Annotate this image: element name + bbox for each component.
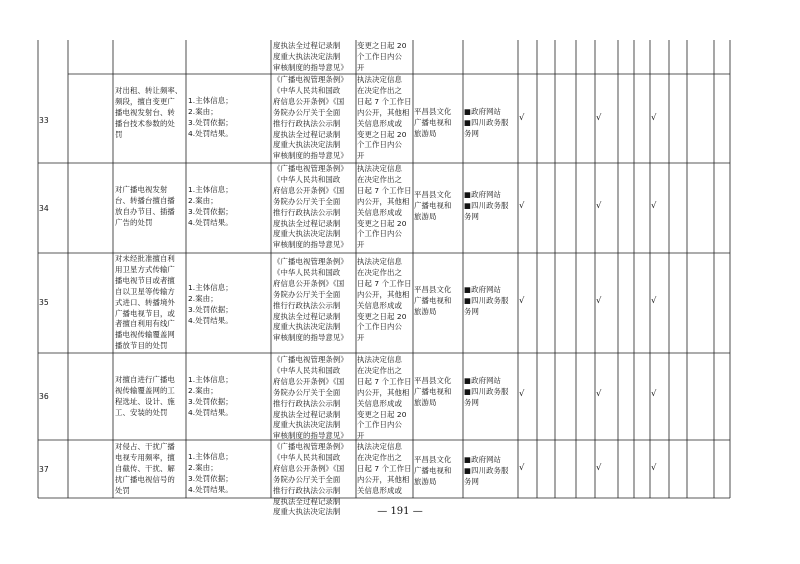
- public-channel: ■政府网站 ■四川政务服 务网: [464, 107, 509, 138]
- public-time: 执法决定信息 在决定作出之 日起 7 个工作日 内公开，其他相 关信息形成或 变更之日起 20 个工作日内公 开: [357, 355, 412, 441]
- public-time: 执法决定信息 在决定作出之 日起 7 个工作日 内公开，其他相 关信息形成或 变更之日起 20 个工作日内公 开: [357, 164, 412, 250]
- check-mark: √: [596, 389, 602, 399]
- public-time: 执法决定信息 在决定作出之 日起 7 个工作日 内公开，其他相 关信息形成或 变更之日起 20 个工作日内公 开: [357, 75, 412, 161]
- row-number: 35: [39, 298, 49, 307]
- check-mark: √: [651, 296, 657, 306]
- public-time: 执法决定信息 在决定作出之 日起 7 个工作日 内公开，其他相 关信息形成或 变更之日起 20 个工作日内公 开: [357, 257, 412, 343]
- page-number: — 191 —: [377, 506, 423, 517]
- check-mark: √: [519, 389, 525, 399]
- item-name: 对出租、转让频率、 频段，擅自变更广 播电视发射台、转 播台技术参数的处 罚: [115, 86, 183, 139]
- row-number: 37: [39, 465, 49, 474]
- public-basis: 《广播电视管理条例》 《中华人民共和国政 府信息公开条例》《国 务院办公厅关于全面 推行行政执法公示制 度执法全过程记录制 度重大执法决定法制 审核制度的指导意见》: [273, 164, 348, 250]
- check-mark: √: [596, 296, 602, 306]
- check-mark: √: [651, 113, 657, 123]
- check-mark: √: [651, 463, 657, 473]
- public-basis: 《广播电视管理条例》 《中华人民共和国政 府信息公开条例》《国 务院办公厅关于全面 推行行政执法公示制 度执法全过程记录制 度重大执法决定法制 审核制度的指导意见》: [273, 257, 348, 343]
- public-content: 1.主体信息； 2.案由； 3.处罚依据； 4.处罚结果。: [188, 452, 233, 494]
- public-content: 1.主体信息； 2.案由； 3.处罚依据； 4.处罚结果。: [188, 96, 233, 138]
- check-mark: √: [596, 113, 602, 123]
- item-name: 对广播电视发射 台、转播台擅自播 放自办节目、插播 广告的处罚: [115, 185, 175, 227]
- check-mark: √: [651, 201, 657, 211]
- check-mark: √: [519, 201, 525, 211]
- public-subject: 平昌县文化 广播电视和 旅游局: [414, 376, 452, 407]
- public-subject: 平昌县文化 广播电视和 旅游局: [414, 190, 452, 221]
- check-mark: √: [519, 296, 525, 306]
- public-basis: 《广播电视管理条例》 《中华人民共和国政 府信息公开条例》《国 务院办公厅关于全面 推行行政执法公示制 度执法全过程记录制 度重大执法决定法制 审核制度的指导意见》: [273, 75, 348, 161]
- public-channel: ■政府网站 ■四川政务服 务网: [464, 190, 509, 221]
- public-channel: ■政府网站 ■四川政务服 务网: [464, 285, 509, 316]
- public-basis: 《广播电视管理条例》 《中华人民共和国政 府信息公开条例》《国 务院办公厅关于全面 推行行政执法公示制 度执法全过程记录制 度重大执法决定法制 审核制度的指导意见》: [273, 355, 348, 441]
- check-mark: √: [596, 463, 602, 473]
- public-subject: 平昌县文化 广播电视和 旅游局: [414, 455, 452, 486]
- row-number: 33: [39, 116, 49, 125]
- public-content: 1.主体信息； 2.案由； 3.处罚依据； 4.处罚结果。: [188, 375, 233, 417]
- item-name: 对擅自进行广播电 视传输覆盖网的工 程选址、设计、施 工、安装的处罚: [115, 375, 175, 417]
- top-row-time: 变更之日起 20 个工作日内公 开: [357, 41, 407, 72]
- public-subject: 平昌县文化 广播电视和 旅游局: [414, 107, 452, 138]
- check-mark: √: [651, 389, 657, 399]
- public-subject: 平昌县文化 广播电视和 旅游局: [414, 285, 452, 316]
- check-mark: √: [596, 201, 602, 211]
- public-channel: ■政府网站 ■四川政务服 务网: [464, 455, 509, 486]
- check-mark: √: [519, 463, 525, 473]
- public-time: 执法决定信息 在决定作出之 日起 7 个工作日 内公开，其他相 关信息形成或: [357, 442, 412, 495]
- item-name: 对未经批准擅自利 用卫星方式传输广 播电视节目或者擅 自以卫星等传输方 式进口、转播境外 广播电视节目，或 者擅自利用有线广 播电视传输覆盖网 播放节目的处罚: [115, 254, 175, 351]
- row-number: 36: [39, 392, 49, 401]
- check-mark: √: [519, 113, 525, 123]
- row-number: 34: [39, 204, 49, 213]
- public-content: 1.主体信息； 2.案由； 3.处罚依据； 4.处罚结果。: [188, 283, 233, 325]
- top-row-basis: 度执法全过程记录制 度重大执法决定法制 审核制度的指导意见》: [273, 41, 348, 72]
- public-basis: 《广播电视管理条例》 《中华人民共和国政 府信息公开条例》《国 务院办公厅关于全面 推行行政执法公示制 度执法全过程记录制 度重大执法决定法制: [273, 442, 348, 517]
- public-channel: ■政府网站 ■四川政务服 务网: [464, 376, 509, 407]
- public-content: 1.主体信息； 2.案由； 3.处罚依据； 4.处罚结果。: [188, 185, 233, 227]
- item-name: 对侵占、干扰广播 电视专用频率，擅 自截传、干扰、解 扰广播电视信号的 处罚: [115, 442, 175, 495]
